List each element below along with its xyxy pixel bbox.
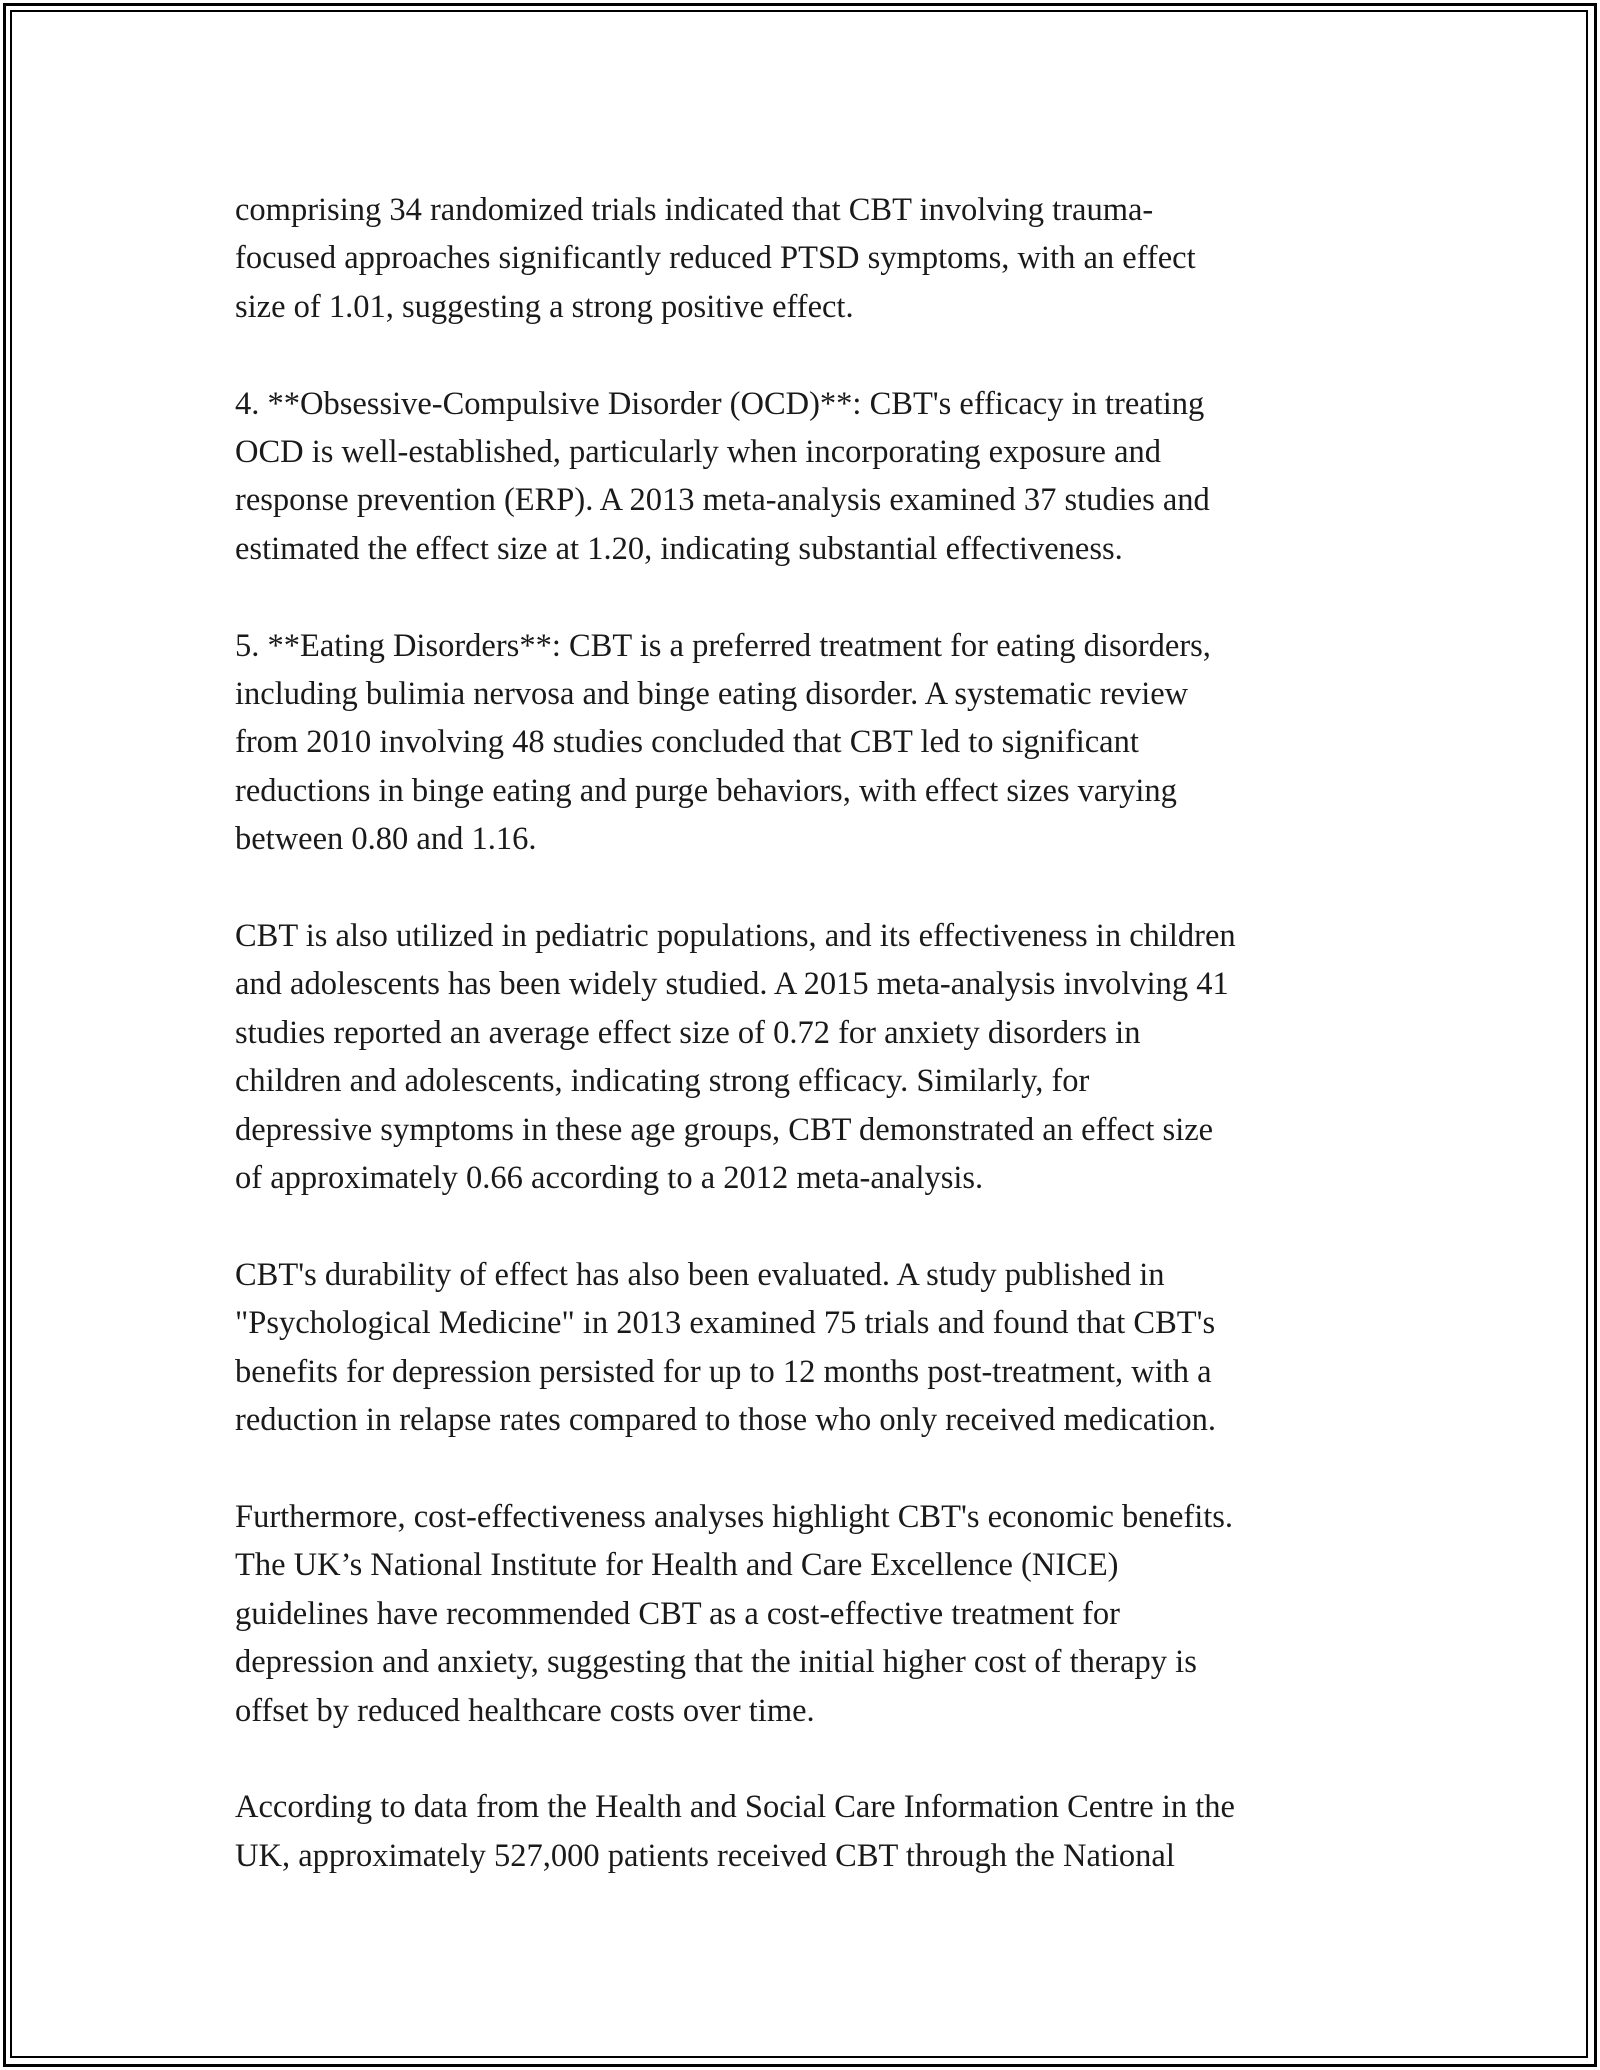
text-line: 4. **Obsessive-Compulsive Disorder (OCD)**: CBT's efficacy in treating (235, 385, 1205, 422)
text-line: The UK’s National Institute for Health and Care Excellence (NICE) (235, 1547, 1119, 1584)
text-line: including bulimia nervosa and binge eating disorder. A systematic review (235, 676, 1189, 713)
text-line: from 2010 involving 48 studies concluded that CBT led to significant (235, 724, 1139, 761)
paragraph-ocd (235, 380, 1385, 574)
document-body (235, 186, 1385, 1929)
text-line: 5. **Eating Disorders**: CBT is a preferred treatment for eating disorders, (235, 627, 1211, 664)
text-line: and adolescents has been widely studied. A 2015 meta-analysis involving 41 (235, 966, 1229, 1003)
text-line: response prevention (ERP). A 2013 meta-analysis examined 37 studies and (235, 482, 1210, 519)
paragraph-eating-disorders (235, 622, 1385, 864)
text-line: CBT's durability of effect has also been evaluated. A study published in (235, 1256, 1165, 1293)
paragraph-pediatric (235, 912, 1385, 1202)
text-line: Furthermore, cost-effectiveness analyses highlight CBT's economic benefits. (235, 1498, 1234, 1535)
text-line: size of 1.01, suggesting a strong positive effect. (235, 288, 854, 325)
text-line: of approximately 0.66 according to a 2012 meta-analysis. (235, 1160, 984, 1197)
text-line: reduction in relapse rates compared to those who only received medication. (235, 1402, 1216, 1439)
paragraph-ptsd-continuation (235, 186, 1385, 331)
text-line: studies reported an average effect size of 0.72 for anxiety disorders in (235, 1014, 1141, 1051)
text-line: OCD is well-established, particularly when incorporating exposure and (235, 434, 1161, 471)
text-line: children and adolescents, indicating strong efficacy. Similarly, for (235, 1063, 1090, 1100)
text-line: comprising 34 randomized trials indicated that CBT involving trauma- (235, 192, 1154, 228)
text-line: UK, approximately 527,000 patients received CBT through the National (235, 1837, 1175, 1874)
text-line: focused approaches significantly reduced PTSD symptoms, with an effect (235, 240, 1196, 277)
text-line: offset by reduced healthcare costs over time. (235, 1692, 815, 1729)
paragraph-cost-effectiveness (235, 1493, 1385, 1735)
text-line: According to data from the Health and Social Care Information Centre in the (235, 1789, 1235, 1826)
text-line: reductions in binge eating and purge behaviors, with effect sizes varying (235, 772, 1177, 809)
paragraph-durability (235, 1251, 1385, 1445)
text-line: depression and anxiety, suggesting that the initial higher cost of therapy is (235, 1644, 1197, 1681)
text-line: estimated the effect size at 1.20, indicating substantial effectiveness. (235, 530, 1123, 567)
text-line: depressive symptoms in these age groups, CBT demonstrated an effect size (235, 1111, 1214, 1148)
text-line: guidelines have recommended CBT as a cost-effective treatment for (235, 1595, 1120, 1632)
text-line: "Psychological Medicine" in 2013 examined 75 trials and found that CBT's (235, 1305, 1216, 1342)
text-line: CBT is also utilized in pediatric populations, and its effectiveness in children (235, 918, 1236, 955)
paragraph-uk-data (235, 1783, 1385, 1880)
text-line: between 0.80 and 1.16. (235, 821, 537, 858)
text-line: benefits for depression persisted for up to 12 months post-treatment, with a (235, 1353, 1212, 1390)
